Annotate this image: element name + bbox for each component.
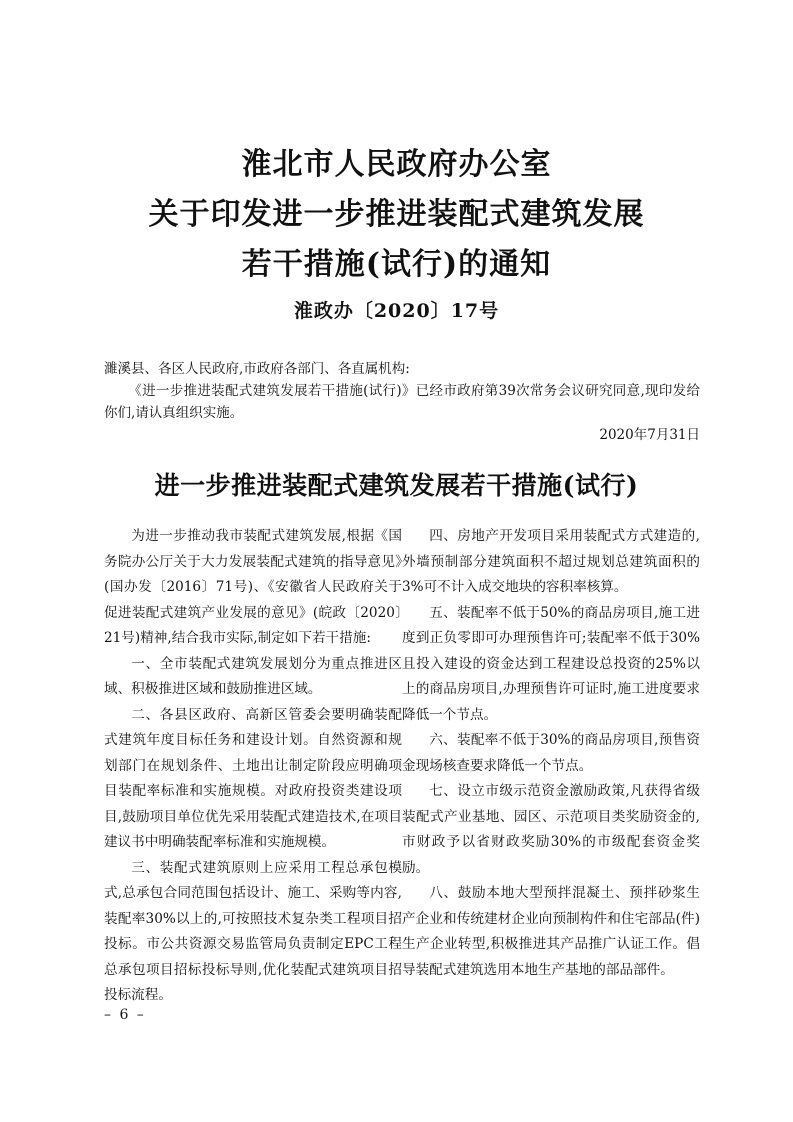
notice-date: 2020年7月31日 [599, 427, 700, 443]
document-number: 淮政办〔2020〕17号 [293, 300, 500, 322]
measures-title: 进一步推进装配式建筑发展若干措施(试行) [154, 471, 639, 500]
paragraph: 八、鼓励本地大型预拌混凝土、预拌砂浆生产企业和传统建材企业向预制构件和住宅部品(件)生产企业转型,积极推进其产品推广认证工作。倡导装配式建筑选用本地生产基地的部品部件。 [402, 885, 700, 978]
document-title-line-1: 淮北市人民政府办公室 [241, 147, 552, 182]
notice-section [104, 358, 700, 446]
paragraph: 一、全市装配式建筑发展划分为重点推进区域、积极推进区域和鼓励推进区域。 [104, 655, 402, 697]
page-number: – 6 – [104, 1007, 146, 1023]
document-title-line-2: 关于印发进一步推进装配式建筑发展 [148, 197, 645, 232]
paragraph: 为进一步推动我市装配式建筑发展,根据《国务院办公厅关于大力发展装配式建筑的指导意见》(国办发〔2016〕71号)、《安徽省人民政府关于促进装配式建筑产业发展的意见》(皖政〔2020〕21号)精神,结合我市实际,制定如下若干措施: [104, 528, 402, 646]
paragraph: 六、装配率不低于30%的商品房项目,预售资金现场核查要求降低一个节点。 [402, 732, 700, 774]
paragraph: 五、装配率不低于50%的商品房项目,施工进度到正负零即可办理预售许可;装配率不低于30%且投入建设的资金达到工程建设总投资的25%以上的商品房项目,办理预售许可证时,施工进度要求降低一个节点。 [402, 604, 700, 723]
paragraph: 四、房地产开发项目采用装配式方式建造的,外墙预制部分建筑面积不超过规划总建筑面积的3%可不计入成交地块的容积率核算。 [402, 528, 700, 595]
notice-body: 《进一步推进装配式建筑发展若干措施(试行)》已经市政府第39次常务会议研究同意,现印发给你们,请认真组织实施。 [104, 383, 700, 421]
document-header [0, 140, 793, 326]
right-column [402, 524, 700, 983]
paragraph: 三、装配式建筑原则上应采用工程总承包模式,总承包合同范围包括设计、施工、采购等内容,装配率30%以上的,可按照技术复杂类工程项目招投标。市公共资源交易监管局负责制定EPC工程总承包项目招标投标导则,优化装配式建筑项目招投标流程。 [104, 859, 402, 1003]
paragraph: 二、各县区政府、高新区管委会要明确装配式建筑年度目标任务和建设计划。自然资源和规划部门在规划条件、土地出让制定阶段应明确项目装配率标准和实施规模。对政府投资类建设项目,鼓励项目单位优先采用装配式建造技术,在项目建议书中明确装配率标准和实施规模。 [104, 706, 402, 850]
document-title-line-3: 若干措施(试行)的通知 [241, 247, 552, 282]
notice-recipients: 濉溪县、各区人民政府,市政府各部门、各直属机构: [104, 361, 410, 377]
left-column [104, 524, 402, 1009]
paragraph: 七、设立市级示范资金激励政策,凡获得省级装配式产业基地、园区、示范项目类奖励资金的,市财政予以省财政奖励30%的市级配套资金奖励。 [402, 783, 700, 876]
